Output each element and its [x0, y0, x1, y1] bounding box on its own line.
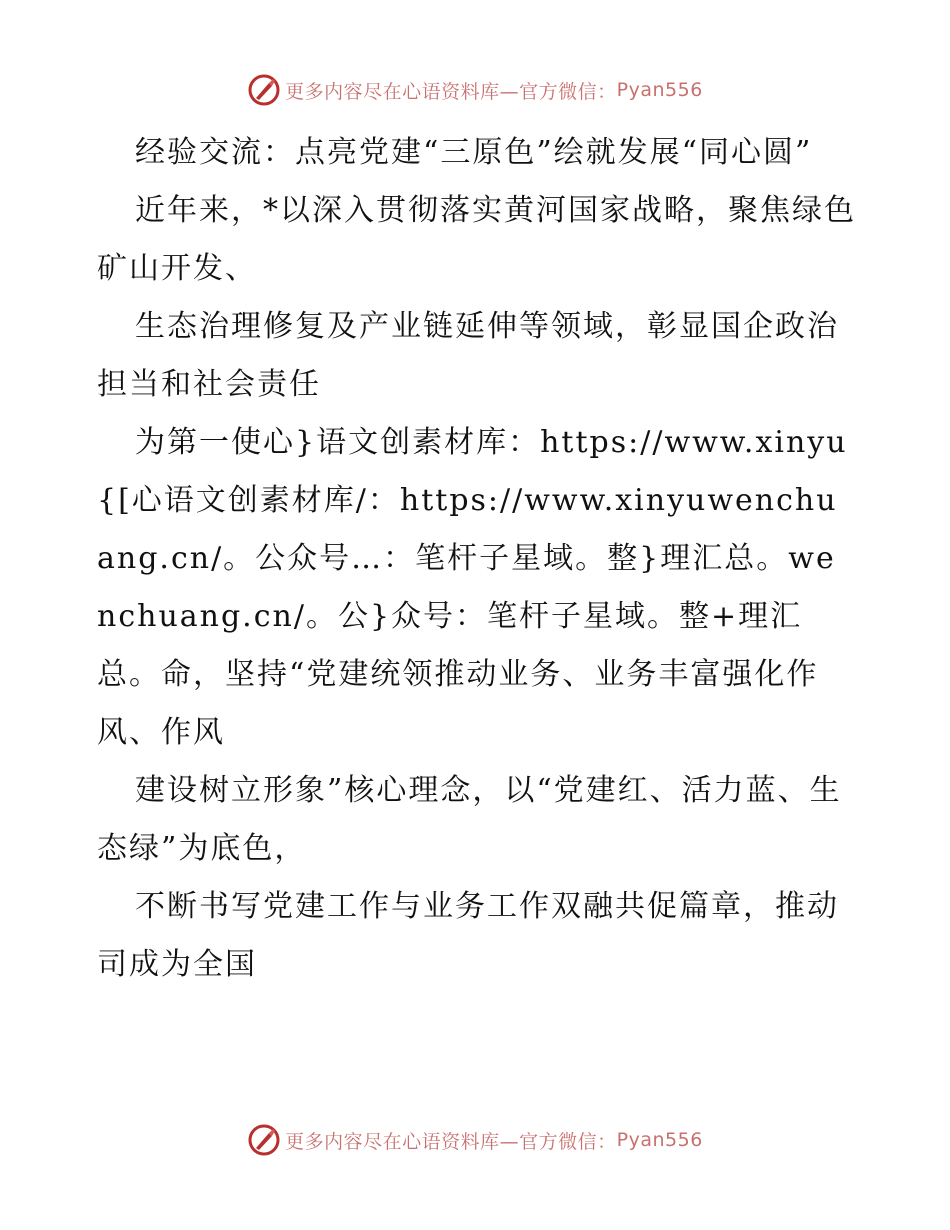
paragraph: 为第一使心}语文创素材库：https://www.xinyu{[心语文创素材库/：https://www.xinyuwenchuang.cn/。公众号…：笔杆子星域。整}理汇总。wenchuang.cn/。公}众号：笔杆子星域。整+理汇总。命，坚持“党建统领推动业务、业务丰富强化作风、作风 — [97, 425, 848, 750]
footer-watermark — [0, 1120, 950, 1160]
watermark-text: 更多内容尽在心语资料库—官方微信： — [285, 80, 617, 103]
paragraph: 建设树立形象”核心理念，以“党建红、活力蓝、生态绿”为底色， — [97, 773, 842, 866]
header-watermark — [0, 70, 950, 110]
paragraph: 不断书写党建工作与业务工作双融共促篇章，推动司成为全国 — [97, 889, 839, 982]
paragraph: 生态治理修复及产业链延伸等领域，彰显国企政治担当和社会责任 — [97, 309, 839, 402]
pen-circle-logo-icon — [247, 73, 281, 107]
document-title: 经验交流：点亮党建“三原色”绘就发展“同心圆” — [135, 135, 813, 170]
pen-circle-logo-icon — [247, 1123, 281, 1157]
watermark-text: 更多内容尽在心语资料库—官方微信： — [285, 1130, 617, 1153]
watermark-wechat-id: Pyan556 — [616, 79, 703, 101]
paragraph: 近年来，*以深入贯彻落实黄河国家战略，聚焦绿色矿山开发、 — [97, 193, 856, 286]
document-body — [97, 124, 857, 994]
watermark-wechat-id: Pyan556 — [616, 1129, 703, 1151]
